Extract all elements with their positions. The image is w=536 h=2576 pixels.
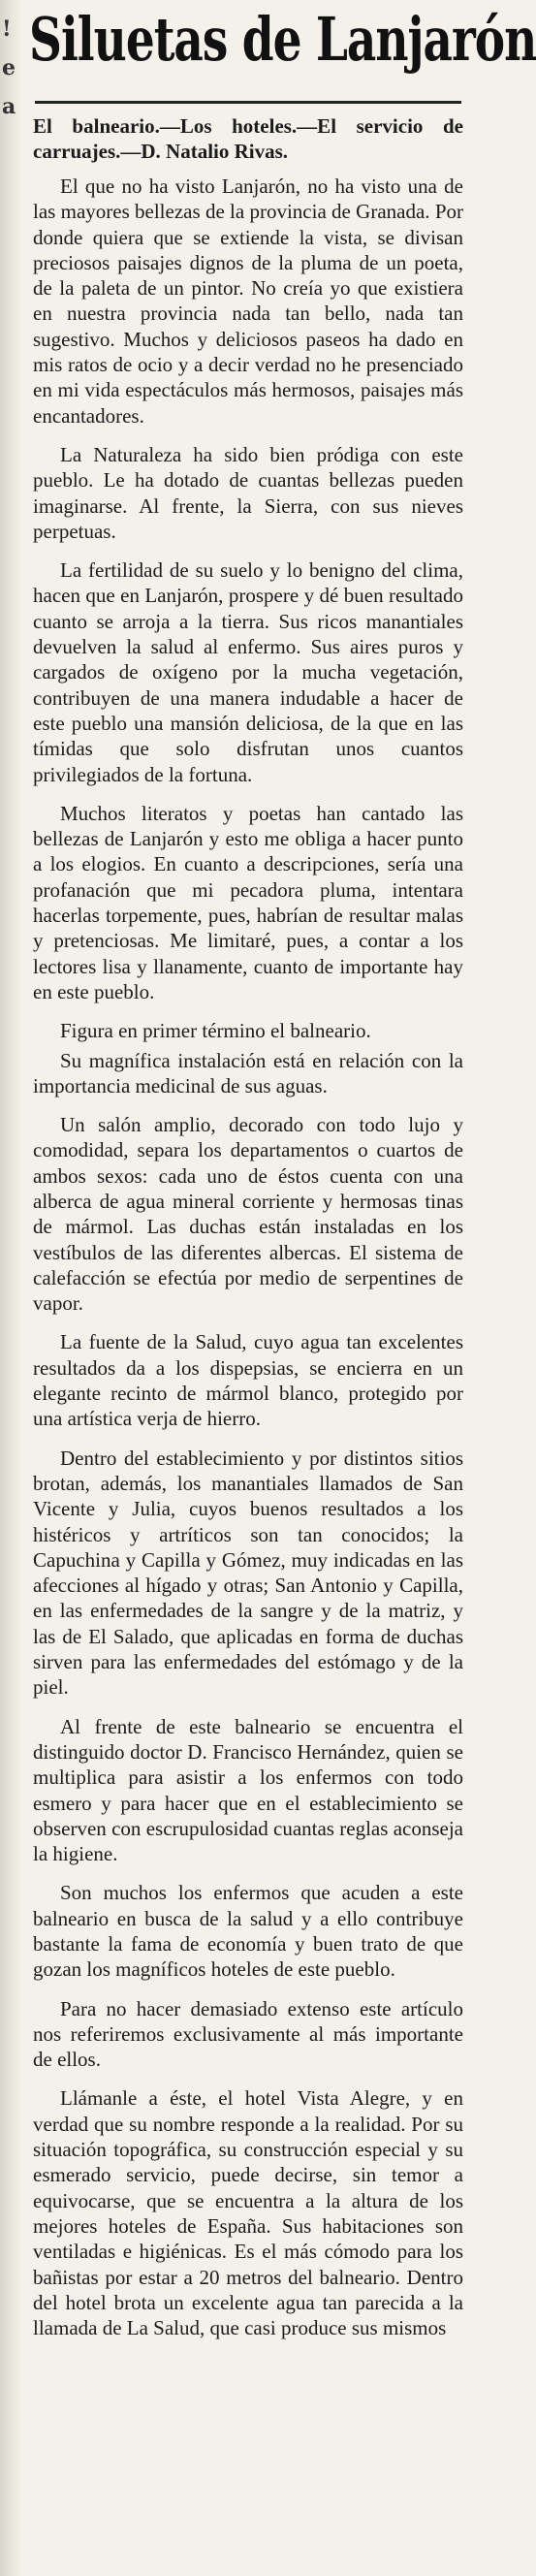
paragraph: Un salón amplio, decorado con todo lujo y comodidad, separa los departamentos o cuartos de ambos sexos: cada uno de éstos cuenta con una alberca de agua mineral corriente y hermosas tinas de mármol. Las duchas están instaladas en los vestíbulos de las diferentes albercas. El sistema de calefacción se efectúa por medio de serpentines de vapor. bbox=[33, 1113, 463, 1316]
adjacent-column-edge bbox=[0, 0, 21, 2576]
adjacent-column-fragments bbox=[2, 10, 17, 126]
paragraph: Para no hacer demasiado extenso este artículo nos referiremos exclusivamente al más importante de ellos. bbox=[33, 1996, 463, 2072]
edge-mark: a bbox=[2, 94, 16, 119]
paragraph: Al frente de este balneario se encuentra el distinguido doctor D. Francisco Hernández, quien se multiplica para asistir a los enfermos con todo esmero y para hacer que en el establecimiento se observen con escrupulosidad cuantas reglas aconseja la higiene. bbox=[33, 1714, 463, 1866]
paragraph: Muchos literatos y poetas han cantado las bellezas de Lanjarón y esto me obliga a hacer punto a los elogios. En cuanto a descripciones, sería una profanación que mi pecadora pluma, intentara hacerlas torpemente, pues, habrían de resultar malas y pretenciosas. Me limitaré, pues, a contar a los lectores lisa y llanamente, cuanto de importante hay en este pueblo. bbox=[33, 801, 463, 1003]
paragraph: La fuente de la Salud, cuyo agua tan excelentes resultados da a los dispepsias, se encierra en un elegante recinto de mármol blanco, protegido por una artística verja de hierro. bbox=[33, 1330, 463, 1431]
paragraph: Figura en primer término el balneario. bbox=[60, 1019, 371, 1043]
paragraph: Su magnífica instalación está en relación con la importancia medicinal de sus aguas. bbox=[33, 1048, 463, 1097]
paragraph: Son muchos los enfermos que acuden a este balneario en busca de la salud y a ello contribuye bastante la fama de economía y buen trato de que gozan los magníficos hoteles de este pueblo. bbox=[33, 1881, 463, 1982]
paragraph: Dentro del establecimiento y por distintos sitios brotan, además, los manantiales llamados de San Vicente y Julia, cuyos buenos resultados a los histéricos y artríticos son tan conocidos; la Capuchina y Capilla y Gómez, muy indicadas en las afecciones al hígado y otras; San Antonio y Capilla, en las enfermedades de la sangre y de la matriz, y las de El Salado, que aplicadas en forma de duchas sirven para las enfermedades del estómago y de la piel. bbox=[33, 1446, 463, 1700]
edge-mark: ! bbox=[2, 16, 12, 42]
article-title: Siluetas de Lanjarón bbox=[29, 5, 536, 76]
article-column bbox=[29, 4, 536, 2354]
paragraph: La Naturaleza ha sido bien pródiga con este pueblo. Le ha dotado de cuantas bellezas pueden imaginarse. Al frente, la Sierra, con sus nieves perpetuas. bbox=[33, 442, 463, 543]
edge-mark: e bbox=[2, 55, 16, 80]
article-subhead: El balneario.—Los hoteles.—El servicio de carruajes.—D. Natalio Rivas. bbox=[33, 114, 463, 163]
paragraph: Llámanle a éste, el hotel Vista Alegre, y en verdad que su nombre responde a la realidad. Por su situación topográfica, su construcción especial y su esmerado servicio, puede decirse, sin temor a equivocarse, que se encuentra a la altura de los mejores hoteles de España. Sus habitaciones son ventiladas e higiénicas. Es el más cómodo para los bañistas por estar a 20 metros del balneario. Dentro del hotel brota un excelente agua tan parecida a la llamada de La Salud, que casi produce sus mismos bbox=[33, 2086, 463, 2340]
paragraph: El que no ha visto Lanjarón, no ha visto una de las mayores bellezas de la provincia de Granada. Por donde quiera que se extiende la vista, se divisan preciosos paisajes dignos de la pluma de un poeta, de la paleta de un pintor. No creía yo que existiera en nuestra provincia nada tan bello, nada tan sugestivo. Muchos y deliciosos paseos ha dado en mis ratos de ocio y a decir verdad no he presenciado en mi vida espectáculos más hermosos, paisajes más encantadores. bbox=[33, 175, 463, 428]
paragraph: La fertilidad de su suelo y lo benigno del clima, hacen que en Lanjarón, prospere y dé buen resultado cuanto se arroja a la tierra. Sus ricos manantiales devuelven la salud al enfermo. Sus aires puros y cargados de oxígeno por la mucha vegetación, contribuyen de una manera indudable a hacer de este pueblo una mansión deliciosa, de la que en las tímidas que solo disfrutan unos cuantos privilegiados de la fortuna. bbox=[33, 558, 463, 786]
